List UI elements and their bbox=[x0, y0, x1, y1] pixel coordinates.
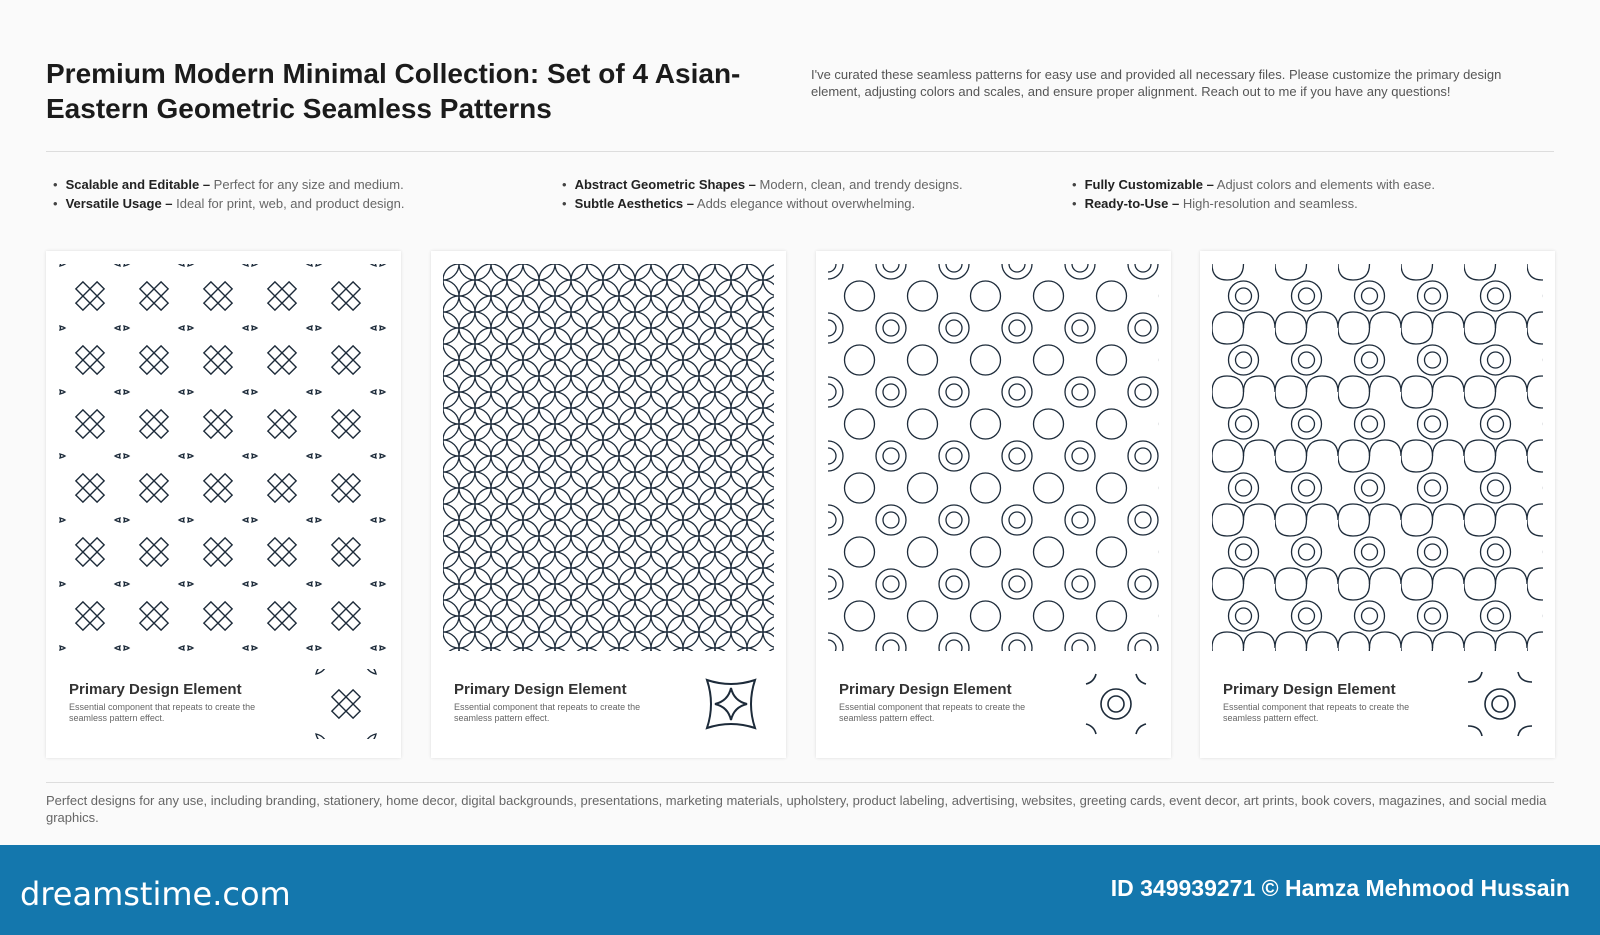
feature-column bbox=[1072, 175, 1435, 213]
feature-item: • Versatile Usage – Ideal for print, web, and product design. bbox=[53, 194, 405, 213]
pattern-card-1 bbox=[46, 251, 401, 758]
concentric-circle-pattern bbox=[828, 264, 1159, 651]
feature-column bbox=[53, 175, 405, 213]
card-subtitle: Essential component that repeats to create the seamless pattern effect. bbox=[454, 702, 641, 723]
concentric-circle-element-icon bbox=[1081, 669, 1151, 739]
card-title: Primary Design Element bbox=[454, 681, 627, 698]
pattern-card-2 bbox=[431, 251, 786, 758]
card-title: Primary Design Element bbox=[839, 681, 1012, 698]
diamond-leaf-pattern bbox=[58, 264, 389, 651]
divider bbox=[46, 782, 1554, 783]
diamond-leaf-element-icon bbox=[311, 669, 381, 739]
feature-item: • Scalable and Editable – Perfect for any size and medium. bbox=[53, 175, 405, 194]
card-subtitle: Essential component that repeats to create the seamless pattern effect. bbox=[69, 702, 256, 723]
pattern-card-3 bbox=[816, 251, 1171, 758]
feature-item: • Subtle Aesthetics – Adds elegance without overwhelming. bbox=[562, 194, 963, 213]
description: I've curated these seamless patterns for easy use and provided all necessary files. Please customize the primary design element, adjusting colors and scales, and ensure proper alignment. Reach out to me if you have any questions! bbox=[811, 67, 1502, 99]
wave-circle-element-icon bbox=[1465, 669, 1535, 739]
usage-text: Perfect designs for any use, including branding, stationery, home decor, digital backgrounds, presentations, marketing materials, upholstery, product labeling, advertising, websites, greeting cards, event decor, art prints, book covers, magazines, and social media graphics. bbox=[46, 793, 1547, 825]
dreamstime-logo: dreamstime.com bbox=[20, 875, 291, 913]
star-element-icon bbox=[696, 669, 766, 739]
page-title: Premium Modern Minimal Collection: Set of 4 Asian-Eastern Geometric Seamless Patterns bbox=[46, 58, 741, 124]
feature-column bbox=[562, 175, 963, 213]
feature-item: • Abstract Geometric Shapes – Modern, clean, and trendy designs. bbox=[562, 175, 963, 194]
feature-item: • Fully Customizable – Adjust colors and elements with ease. bbox=[1072, 175, 1435, 194]
card-title: Primary Design Element bbox=[1223, 681, 1396, 698]
star-circle-pattern bbox=[443, 264, 774, 651]
pattern-card-4 bbox=[1200, 251, 1555, 758]
card-title: Primary Design Element bbox=[69, 681, 242, 698]
wave-circle-pattern bbox=[1212, 264, 1543, 651]
image-credit: ID 349939271 © Hamza Mehmood Hussain bbox=[1110, 875, 1570, 901]
feature-item: • Ready-to-Use – High-resolution and seamless. bbox=[1072, 194, 1435, 213]
card-subtitle: Essential component that repeats to create the seamless pattern effect. bbox=[839, 702, 1026, 723]
card-subtitle: Essential component that repeats to create the seamless pattern effect. bbox=[1223, 702, 1410, 723]
watermark-bar bbox=[0, 845, 1600, 935]
divider bbox=[46, 151, 1554, 152]
